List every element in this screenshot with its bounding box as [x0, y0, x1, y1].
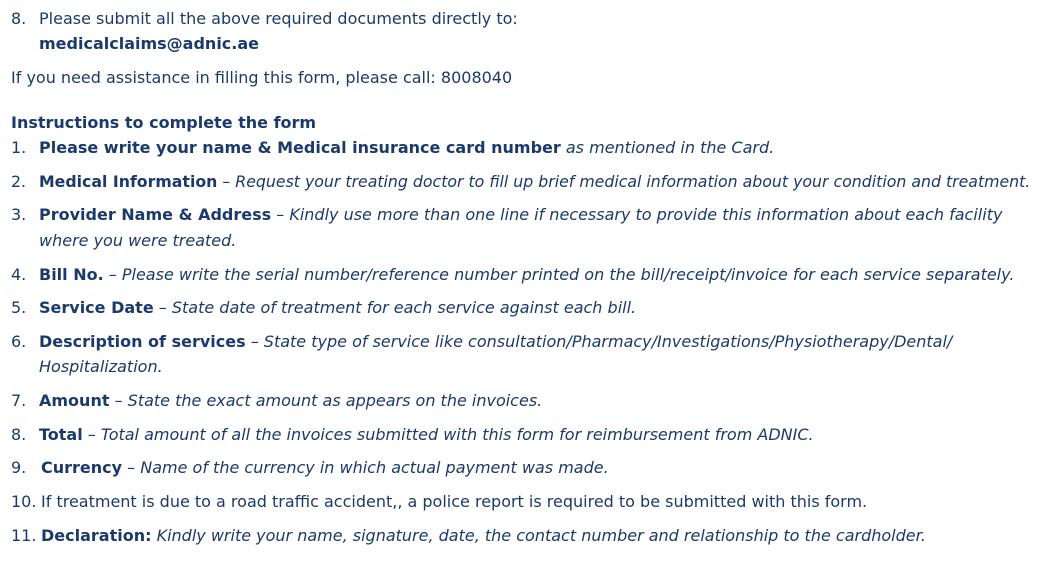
item-separator: – — [153, 298, 172, 317]
item-separator: – — [217, 172, 236, 191]
instruction-item-3 — [11, 205, 1002, 225]
instruction-item-10 — [11, 492, 867, 512]
item-description: Kindly use more than one line if necessary to provide this information about each facility — [289, 205, 1003, 224]
item-description: as mentioned in the Card. — [565, 138, 775, 157]
instruction-item-6 — [11, 332, 952, 352]
item-description: Kindly write your name, signature, date, the contact number and relationship to the cardholder. — [156, 526, 926, 545]
item-term: Medical Information — [39, 172, 218, 191]
instruction-item-7 — [11, 391, 542, 411]
item-plain-text: If treatment is due to a road traffic accident,, a police report is required to be submitted with this form. — [41, 492, 868, 511]
item-number: 8. — [11, 9, 27, 28]
submit-documents-line — [11, 9, 518, 29]
item-number: 2. — [11, 172, 27, 191]
item-separator: – — [122, 458, 141, 477]
item-description: Request your treating doctor to fill up brief medical information about your condition and treatment. — [235, 172, 1031, 191]
item-number: 11. — [11, 526, 37, 545]
claims-email[interactable]: medicalclaims@adnic.ae — [39, 34, 260, 53]
item-description: State type of service like consultation/Pharmacy/Investigations/Physiotherapy/Dental/ — [263, 332, 953, 351]
item-term: Please write your name & Medical insurance card number — [39, 138, 561, 157]
instruction-item-1 — [11, 138, 774, 158]
item-separator: – — [109, 391, 128, 410]
item-number: 7. — [11, 391, 27, 410]
item-number: 9. — [11, 458, 27, 477]
item-description: Please write the serial number/reference number printed on the bill/receipt/invoice for each service separately. — [121, 265, 1015, 284]
item-term: Description of services — [39, 332, 246, 351]
item-description-continued: Hospitalization. — [39, 357, 163, 376]
item-separator: – — [271, 205, 290, 224]
item-number: 1. — [11, 138, 27, 157]
assistance-line — [11, 68, 512, 88]
item-number: 8. — [11, 425, 27, 444]
instruction-item-8 — [11, 425, 814, 445]
item-number: 5. — [11, 298, 27, 317]
item-number: 4. — [11, 265, 27, 284]
item-number: 3. — [11, 205, 27, 224]
item-description: State the exact amount as appears on the invoices. — [127, 391, 543, 410]
item-term: Total — [39, 425, 83, 444]
item-number: 6. — [11, 332, 27, 351]
item-term: Service Date — [39, 298, 154, 317]
item-separator: – — [82, 425, 101, 444]
item-description: Total amount of all the invoices submitted with this form for reimbursement from ADNIC. — [100, 425, 814, 444]
item-term: Bill No. — [39, 265, 104, 284]
item-description-continued: where you were treated. — [39, 231, 237, 250]
item-description: State date of treatment for each service against each bill. — [171, 298, 637, 317]
item-term: Provider Name & Address — [39, 205, 272, 224]
email-line — [39, 34, 259, 54]
item-term: Amount — [39, 391, 110, 410]
item-term: Declaration: — [41, 526, 152, 545]
instructions-heading: Instructions to complete the form — [11, 113, 317, 132]
item-separator: – — [103, 265, 122, 284]
instruction-item-9 — [11, 458, 609, 478]
instruction-item-11 — [11, 526, 926, 546]
instruction-item-4 — [11, 265, 1014, 285]
instruction-item-5 — [11, 298, 636, 318]
item-term: Currency — [41, 458, 123, 477]
item-number: 10. — [11, 492, 37, 511]
item-description: Name of the currency in which actual payment was made. — [140, 458, 609, 477]
instruction-item-2 — [11, 172, 1030, 192]
item-separator: – — [245, 332, 264, 351]
assistance-text: If you need assistance in filling this form, please call: 8008040 — [11, 68, 513, 87]
submit-documents-text: Please submit all the above required documents directly to: — [39, 9, 518, 28]
